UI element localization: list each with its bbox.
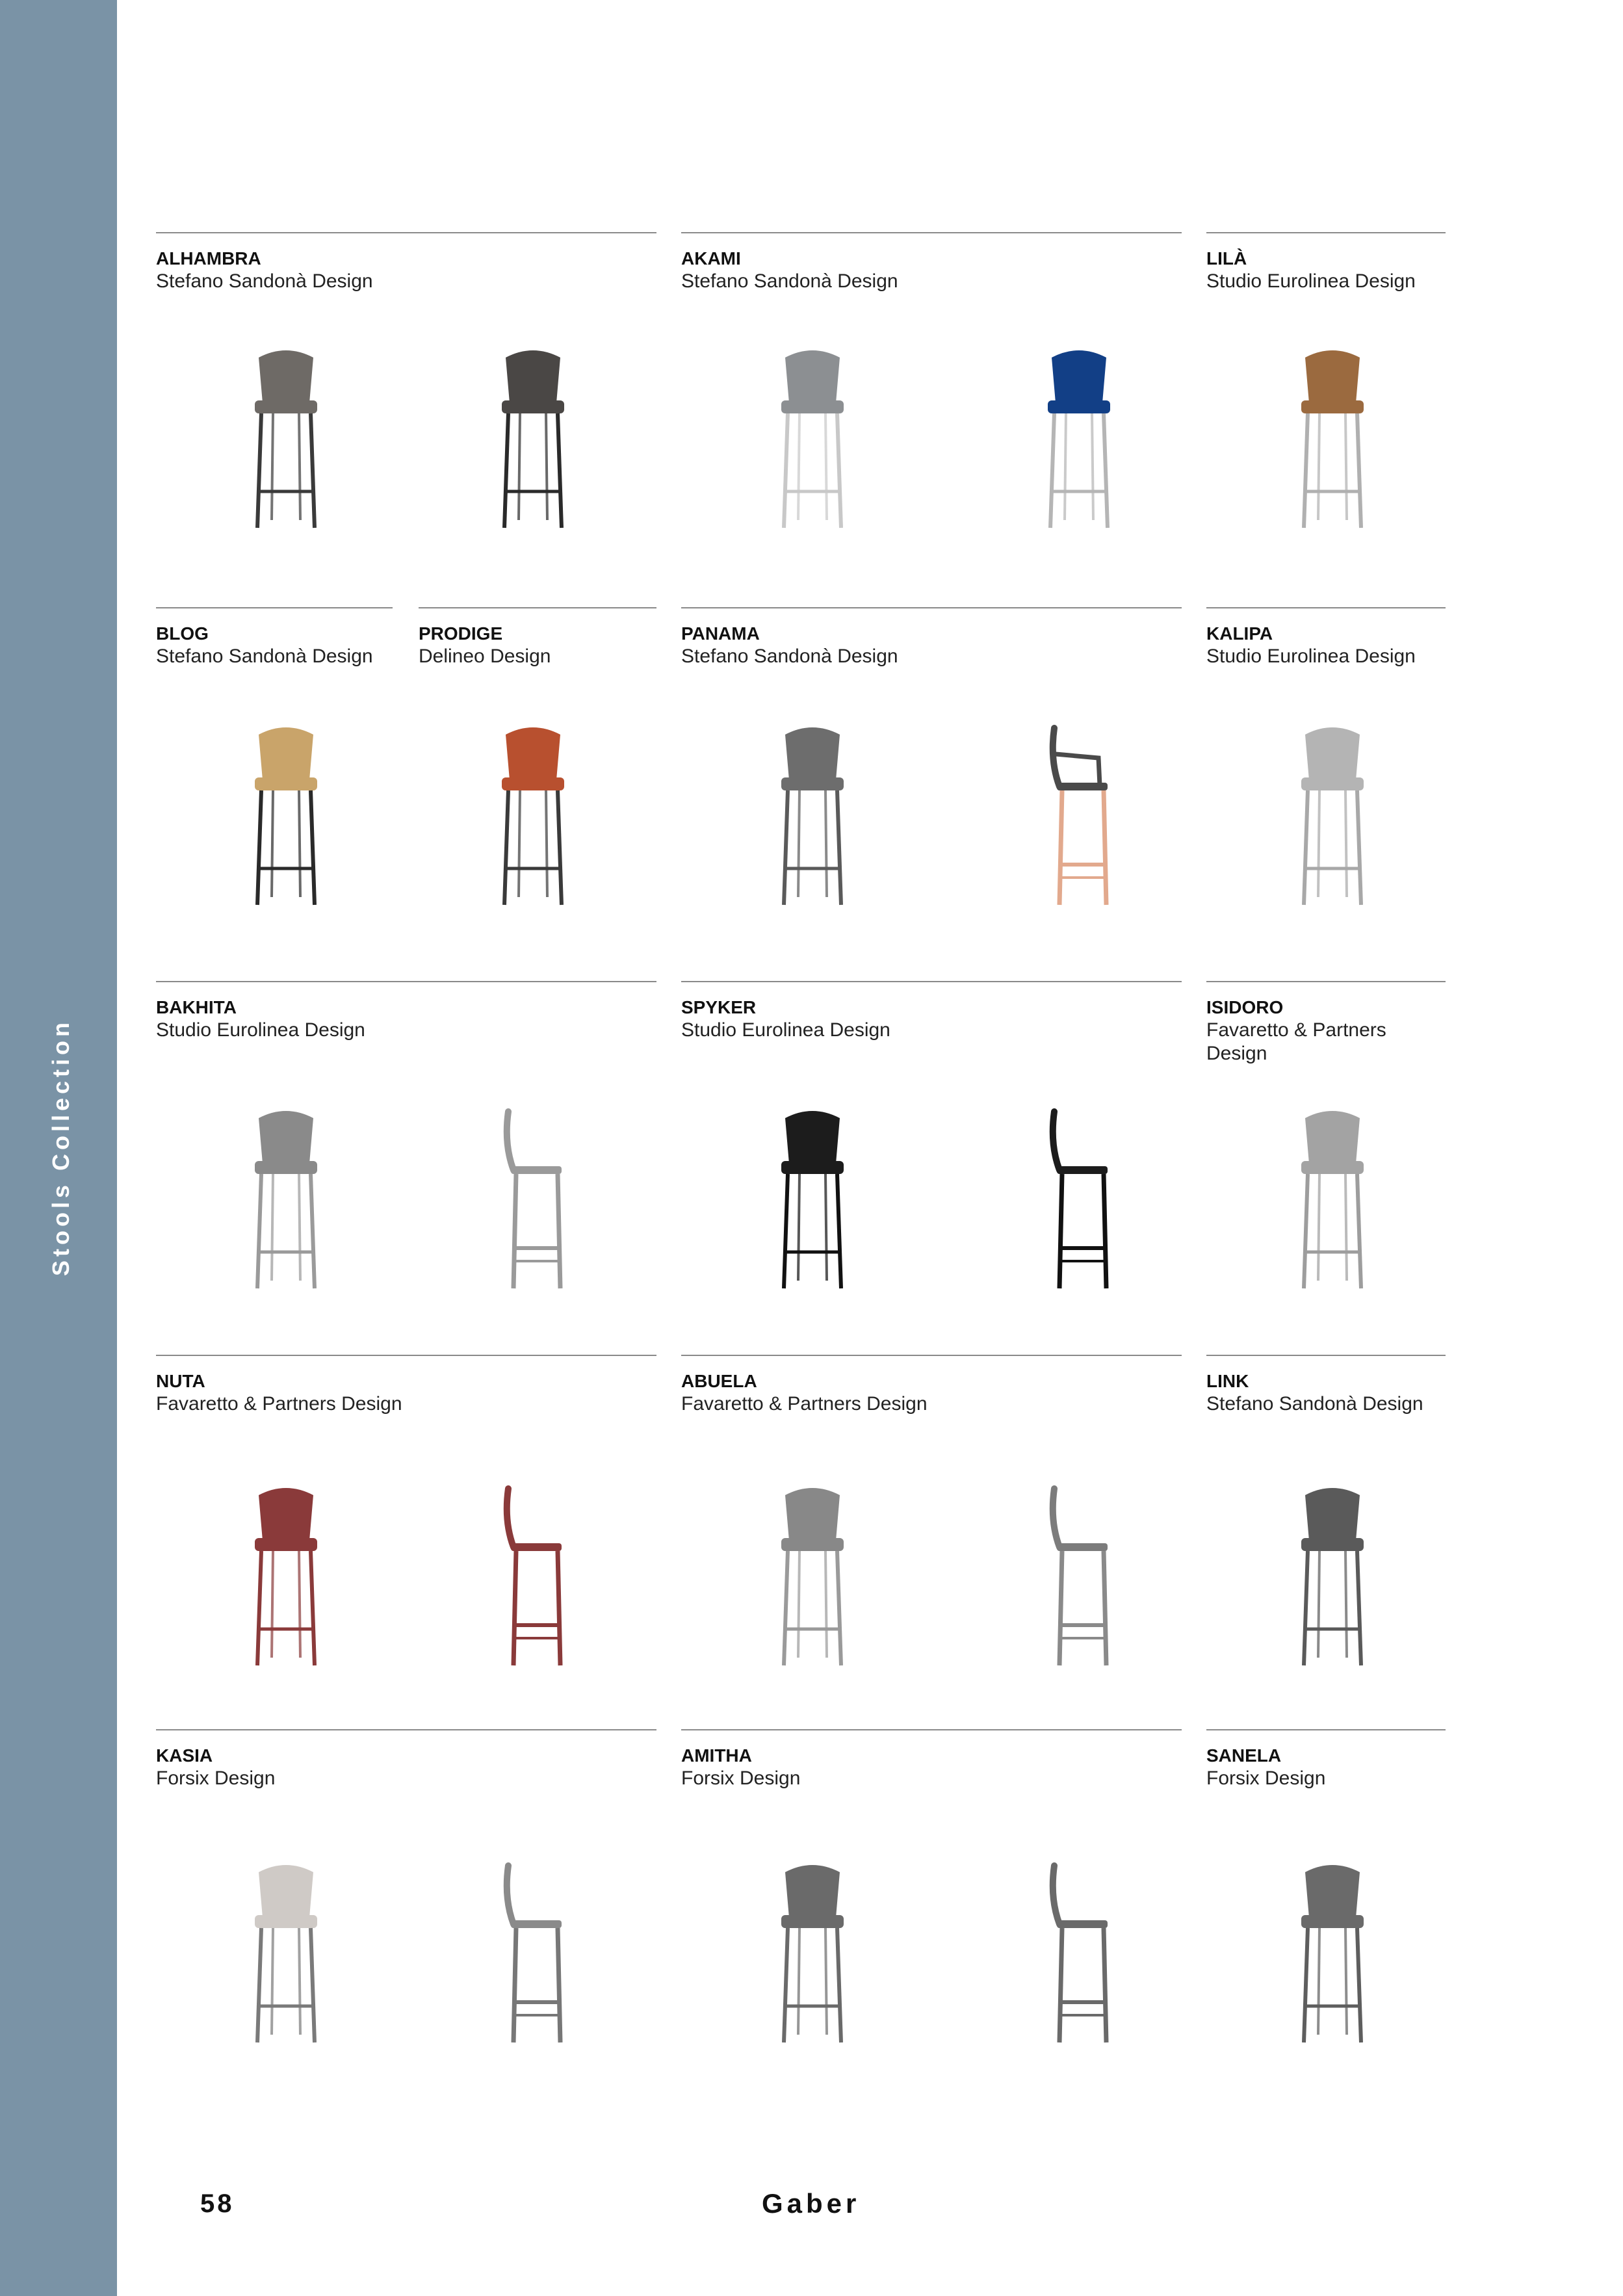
product-sanela <box>1206 1729 1446 1790</box>
product-name: KASIA <box>156 1745 213 1766</box>
product-name: KALIPA <box>1206 623 1273 644</box>
product-designer: Favaretto & Partners Design <box>681 1393 928 1415</box>
stool-image <box>221 338 351 533</box>
brand-name: Gaber <box>762 2188 861 2219</box>
stool-image <box>1267 1476 1397 1671</box>
stool-image <box>468 1853 598 2048</box>
product-designer: Stefano Sandonà Design <box>156 646 373 667</box>
stool-image <box>1267 715 1397 910</box>
product-name: PRODIGE <box>419 623 503 644</box>
product-blog <box>156 607 393 668</box>
product-designer: Delineo Design <box>419 646 551 667</box>
stool-image <box>468 1099 598 1294</box>
product-prodige <box>419 607 656 668</box>
product-akami <box>681 232 1182 293</box>
product-name: NUTA <box>156 1371 205 1391</box>
stool-image <box>1267 1099 1397 1294</box>
product-designer: Studio Eurolinea Design <box>1206 646 1416 667</box>
stool-image <box>1014 1476 1144 1671</box>
product-alhambra <box>156 232 656 293</box>
stool-image <box>1014 1099 1144 1294</box>
product-name: BAKHITA <box>156 997 237 1017</box>
stool-image <box>221 1476 351 1671</box>
product-bakhita <box>156 981 656 1042</box>
product-designer: Studio Eurolinea Design <box>156 1019 365 1041</box>
product-name: ISIDORO <box>1206 997 1284 1017</box>
stool-image <box>468 1476 598 1671</box>
sidebar <box>0 0 117 2296</box>
stool-image <box>1267 338 1397 533</box>
product-kalipa <box>1206 607 1446 668</box>
product-name: SANELA <box>1206 1745 1282 1766</box>
stool-image <box>221 1099 351 1294</box>
page-number: 58 <box>200 2189 235 2218</box>
product-kasia <box>156 1729 656 1790</box>
product-name: ABUELA <box>681 1371 757 1391</box>
product-name: PANAMA <box>681 623 760 644</box>
stool-image <box>747 338 877 533</box>
product-panama <box>681 607 1182 668</box>
stool-image <box>747 1476 877 1671</box>
product-name: AKAMI <box>681 248 741 268</box>
product-designer: Stefano Sandonà Design <box>156 270 373 292</box>
sidebar-label: Stools Collection <box>47 1018 74 1277</box>
stool-image <box>1014 338 1144 533</box>
product-lila <box>1206 232 1446 293</box>
product-name: LILÀ <box>1206 248 1247 268</box>
stool-image <box>468 715 598 910</box>
stool-image <box>1014 715 1144 910</box>
stool-image <box>468 338 598 533</box>
product-name: BLOG <box>156 623 209 644</box>
product-name: SPYKER <box>681 997 757 1017</box>
product-designer: Favaretto & Partners Design <box>1206 1019 1386 1064</box>
product-name: LINK <box>1206 1371 1249 1391</box>
product-name: AMITHA <box>681 1745 752 1766</box>
product-designer: Favaretto & Partners Design <box>156 1393 402 1415</box>
product-isidoro <box>1206 981 1446 1065</box>
stool-image <box>1014 1853 1144 2048</box>
product-link <box>1206 1355 1446 1416</box>
stool-image <box>747 715 877 910</box>
stool-image <box>221 1853 351 2048</box>
product-abuela <box>681 1355 1182 1416</box>
product-name: ALHAMBRA <box>156 248 261 268</box>
stool-image <box>221 715 351 910</box>
product-designer: Forsix Design <box>1206 1768 1326 1789</box>
product-designer: Forsix Design <box>156 1768 276 1789</box>
product-amitha <box>681 1729 1182 1790</box>
product-designer: Studio Eurolinea Design <box>681 1019 890 1041</box>
product-designer: Stefano Sandonà Design <box>1206 1393 1423 1415</box>
product-nuta <box>156 1355 656 1416</box>
stool-image <box>747 1853 877 2048</box>
product-spyker <box>681 981 1182 1042</box>
stool-image <box>1267 1853 1397 2048</box>
product-designer: Stefano Sandonà Design <box>681 646 898 667</box>
product-designer: Forsix Design <box>681 1768 801 1789</box>
product-designer: Studio Eurolinea Design <box>1206 270 1416 292</box>
product-designer: Stefano Sandonà Design <box>681 270 898 292</box>
stool-image <box>747 1099 877 1294</box>
